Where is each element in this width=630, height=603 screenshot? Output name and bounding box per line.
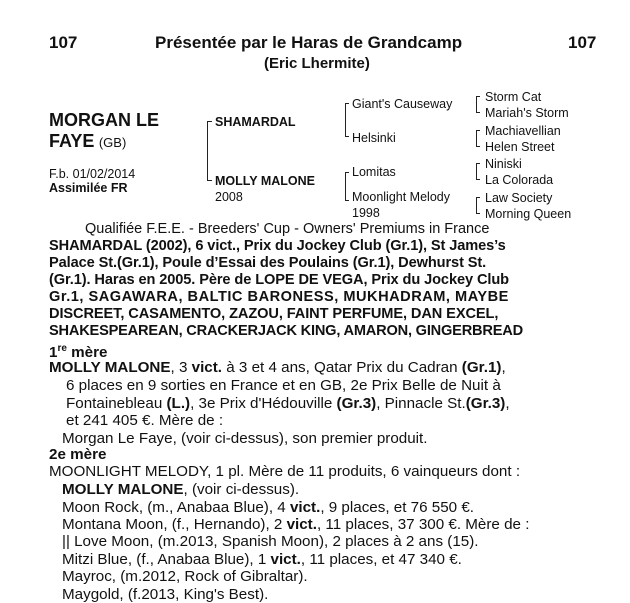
second-dam-produce xyxy=(62,551,462,568)
sire-paragraph-line: Palace St.(Gr.1), Poule d’Essai des Poulains (Gr.1), Dewhurst St. xyxy=(49,255,487,271)
horse-name: MORGAN LE xyxy=(49,110,159,130)
text-span: Moon Rock, (m., Anabaa Blue), 4 xyxy=(62,499,290,516)
sire-paragraph-line: Gr.1, SAGAWARA, BALTIC BARONESS, MUKHADRAM, MAYBE xyxy=(49,289,509,305)
pedigree-bracket-tick xyxy=(207,180,212,181)
pedigree-bracket-tick xyxy=(345,103,349,104)
pedigree-dam-dam: Moonlight Melody xyxy=(352,190,450,204)
produce-name: MOLLY MALONE xyxy=(62,481,184,498)
pedigree-bracket-line xyxy=(345,103,346,136)
pedigree-bracket-tick xyxy=(345,200,349,201)
pedigree-bracket-tick xyxy=(476,197,480,198)
second-dam-produce: Mayroc, (m.2012, Rock of Gibraltar). xyxy=(62,568,308,585)
pedigree-bracket-tick xyxy=(476,163,480,164)
pedigree-bracket-tick xyxy=(476,179,480,180)
pedigree-bracket-line xyxy=(476,163,477,179)
sire-paragraph-line: SHAMARDAL (2002), 6 vict., Prix du Jockey Club (Gr.1), St James’s xyxy=(49,238,506,254)
pedigree-bracket-tick xyxy=(207,121,212,122)
pedigree-bracket-tick xyxy=(476,213,480,214)
pedigree-dam-dam-year: 1998 xyxy=(352,206,380,220)
text-span: (Gr.1) xyxy=(461,359,502,376)
pedigree-bracket-tick xyxy=(476,112,480,113)
text-span: (Gr.3) xyxy=(465,395,506,412)
pedigree-bracket-line xyxy=(476,96,477,112)
pedigree-bracket-tick xyxy=(476,130,480,131)
first-dam-line: 6 places en 9 sorties en France et en GB, 2e Prix Belle de Nuit à xyxy=(66,377,501,394)
text-span: , 11 places, et 47 340 €. xyxy=(300,551,462,568)
text-span: , 3e Prix d'Hédouville xyxy=(190,395,337,412)
text-span: Fontainebleau xyxy=(66,395,167,412)
horse-birth: F.b. 01/02/2014 xyxy=(49,167,136,181)
pedigree-bracket-line xyxy=(476,197,477,213)
second-dam-produce: Maygold, (f.2013, King's Best). xyxy=(62,586,269,603)
text-span: Mitzi Blue, (f., Anabaa Blue), 1 xyxy=(62,551,271,568)
second-dam-produce: || Love Moon, (m.2013, Spanish Moon), 2 places à 2 ans (15). xyxy=(62,533,479,550)
text-span: , 11 places, 37 300 €. Mère de : xyxy=(316,516,530,533)
pedigree-g3-name: Machiavellian xyxy=(485,124,561,138)
sire-paragraph-line: (Gr.1). Haras en 2005. Père de LOPE DE VEGA, Prix du Jockey Club xyxy=(49,272,509,288)
pedigree-bracket-line xyxy=(207,121,208,180)
text-span: (Gr.3) xyxy=(336,395,377,412)
pedigree-dam-year: 2008 xyxy=(215,190,243,204)
horse-name-part: FAYE xyxy=(49,131,95,151)
second-dam-produce xyxy=(62,499,474,516)
first-dam-name: MOLLY MALONE xyxy=(49,359,171,376)
pedigree-bracket-tick xyxy=(345,136,349,137)
pedigree-sire-dam: Helsinki xyxy=(352,131,396,145)
first-dam-heading-sup: re xyxy=(57,343,67,354)
text-span: vict. xyxy=(289,499,321,516)
horse-status: Assimilée FR xyxy=(49,181,128,195)
text-span: vict. xyxy=(286,516,317,533)
first-dam-line xyxy=(66,395,510,412)
text-span: à 3 et 4 ans, Qatar Prix du Cadran xyxy=(222,359,462,376)
second-dam-line: MOONLIGHT MELODY, 1 pl. Mère de 11 produits, 6 vainqueurs dont : xyxy=(49,463,521,480)
second-dam-produce xyxy=(62,516,529,533)
pedigree-sire: SHAMARDAL xyxy=(215,115,296,129)
text-span: vict. xyxy=(270,551,301,568)
first-dam-heading-word: mère xyxy=(66,344,108,362)
lot-number-right: 107 xyxy=(568,33,597,52)
text-span: , xyxy=(501,359,506,376)
text-span: , 3 xyxy=(170,359,192,376)
horse-name-line2 xyxy=(49,131,126,152)
lot-number-left: 107 xyxy=(49,33,78,52)
pedigree-g3-name: Mariah's Storm xyxy=(485,106,569,120)
pedigree-dam: MOLLY MALONE xyxy=(215,174,316,188)
text-span: , (voir ci-dessus). xyxy=(183,481,300,498)
text-span: , Pinnacle St. xyxy=(376,395,466,412)
pedigree-g3-name: Storm Cat xyxy=(485,90,542,104)
pedigree-g3-name: La Colorada xyxy=(485,173,554,187)
pedigree-bracket-tick xyxy=(476,146,480,147)
page-title: Présentée par le Haras de Grandcamp xyxy=(155,33,463,52)
first-dam-line: et 241 405 €. Mère de : xyxy=(66,412,224,429)
text-span: , xyxy=(505,395,510,412)
pedigree-bracket-tick xyxy=(345,172,349,173)
text-span: , 9 places, et 76 550 €. xyxy=(320,499,474,516)
text-span: Montana Moon, (f., Hernando), 2 xyxy=(62,516,287,533)
first-dam-heading xyxy=(49,340,107,361)
pedigree-g3-name: Helen Street xyxy=(485,140,555,154)
pedigree-bracket-tick xyxy=(476,96,480,97)
pedigree-bracket-line xyxy=(345,172,346,200)
first-dam-produce: Morgan Le Faye, (voir ci-dessus), son premier produit. xyxy=(62,430,428,447)
pedigree-g3-name: Niniski xyxy=(485,157,522,171)
horse-origin: (GB) xyxy=(98,135,127,150)
pedigree-g3-name: Law Society xyxy=(485,191,553,205)
second-dam-produce xyxy=(62,481,299,498)
sire-paragraph-line: DISCREET, CASAMENTO, ZAZOU, FAINT PERFUME, DAN EXCEL, xyxy=(49,306,499,322)
second-dam-heading: 2e mère xyxy=(49,446,107,463)
text-span: (L.) xyxy=(166,395,191,412)
pedigree-g3-name: Morning Queen xyxy=(485,207,572,221)
qualification-line: Qualifiée F.E.E. - Breeders' Cup - Owners' Premiums in France xyxy=(85,221,490,237)
pedigree-dam-sire: Lomitas xyxy=(352,165,396,179)
first-dam-line xyxy=(49,359,506,376)
pedigree-bracket-line xyxy=(476,130,477,146)
sire-paragraph-line: SHAKESPEAREAN, CRACKERJACK KING, AMARON, GINGERBREAD xyxy=(49,323,523,339)
first-dam-heading-num: 1 xyxy=(49,344,58,362)
page-subtitle: (Eric Lhermite) xyxy=(264,55,370,72)
pedigree-sire-sire: Giant's Causeway xyxy=(352,97,453,111)
text-span: vict. xyxy=(191,359,223,376)
